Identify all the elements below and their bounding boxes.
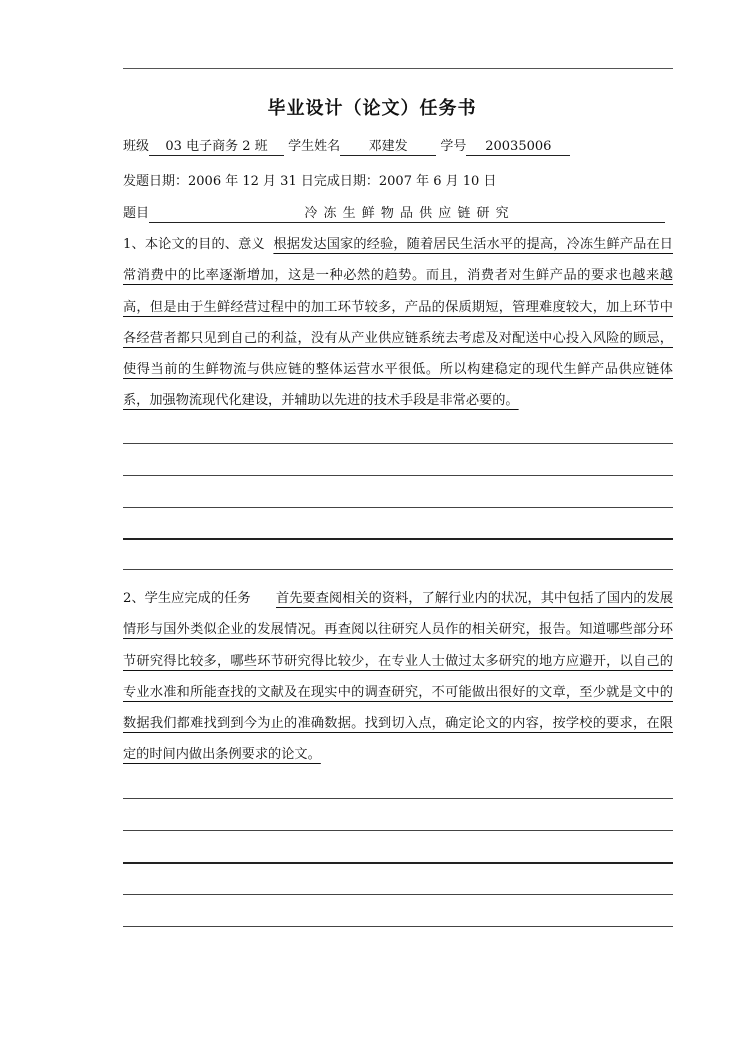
- student-id-label: 学号: [440, 139, 467, 154]
- student-info-row: [123, 135, 570, 156]
- topic-label: 题目: [123, 206, 150, 221]
- blank-line: [123, 475, 673, 476]
- blank-line: [123, 862, 673, 864]
- topic-row: [123, 202, 665, 223]
- section-purpose-text[interactable]: 根据发达国家的经验，随着居民生活水平的提高，冷冻生鲜产品在日常消费中的比率逐渐增加，这是一种必然的趋势。而且，消费者对生鲜产品的要求也越来越高，但是由于生鲜经营过程中的加工环节较多，产品的保质期短，管理难度较大，加上环节中各经营者都只见到自己的利益，没有从产业供应链系统去考虑及对配送中心投入风险的顾忌，使得当前的生鲜物流与供应链的整体运营水平很低。所以构建稳定的现代生鲜产品供应链体系，加强物流现代化建设，并辅助以先进的技术手段是非常必要的。: [123, 237, 673, 409]
- student-name-label: 学生姓名: [288, 139, 341, 154]
- header-rule: [123, 68, 673, 69]
- complete-date-value: 2007 年 6 月 10 日: [378, 174, 497, 189]
- section-purpose: [123, 229, 673, 417]
- dates-row: [123, 170, 496, 189]
- class-label: 班级: [123, 139, 150, 154]
- blank-line: [123, 538, 673, 540]
- blank-line: [123, 894, 673, 895]
- blank-line: [123, 569, 673, 570]
- student-id-field[interactable]: 20035006: [466, 139, 570, 156]
- class-field[interactable]: 03 电子商务 2 班: [149, 139, 284, 156]
- blank-line: [123, 798, 673, 799]
- blank-line: [123, 443, 673, 444]
- complete-date-label: 完成日期：: [313, 174, 379, 189]
- section-tasks: [123, 583, 673, 771]
- blank-line: [123, 830, 673, 831]
- topic-field[interactable]: 冷 冻 生 鲜 物 品 供 应 链 研 究: [149, 206, 665, 223]
- section-tasks-text[interactable]: 首先要查阅相关的资料，了解行业内的状况，其中包括了国内的发展情形与国外类似企业的发展情况。再查阅以往研究人员作的相关研究，报告。知道哪些部分环节研究得比较多，哪些环节研究得比较少，在专业人士做过太多研究的地方应避开，以自己的专业水准和所能查找的文献及在现实中的调查研究，不可能做出很好的文章，至少就是文中的数据我们都难找到到今为止的准确数据。找到切入点，确定论文的内容，按学校的要求，在限定的时间内做出条例要求的论文。: [123, 591, 674, 763]
- issue-date-value: 2006 年 12 月 31 日: [188, 174, 314, 189]
- blank-line: [123, 926, 673, 927]
- blank-line: [123, 507, 673, 508]
- document-title: 毕业设计（论文）任务书: [267, 98, 477, 119]
- section-purpose-label: 1、本论文的目的、意义: [123, 237, 265, 252]
- section-tasks-label: 2、学生应完成的任务: [123, 591, 251, 606]
- student-name-field[interactable]: 邓建发: [340, 139, 436, 156]
- issue-date-label: 发题日期：: [123, 174, 189, 189]
